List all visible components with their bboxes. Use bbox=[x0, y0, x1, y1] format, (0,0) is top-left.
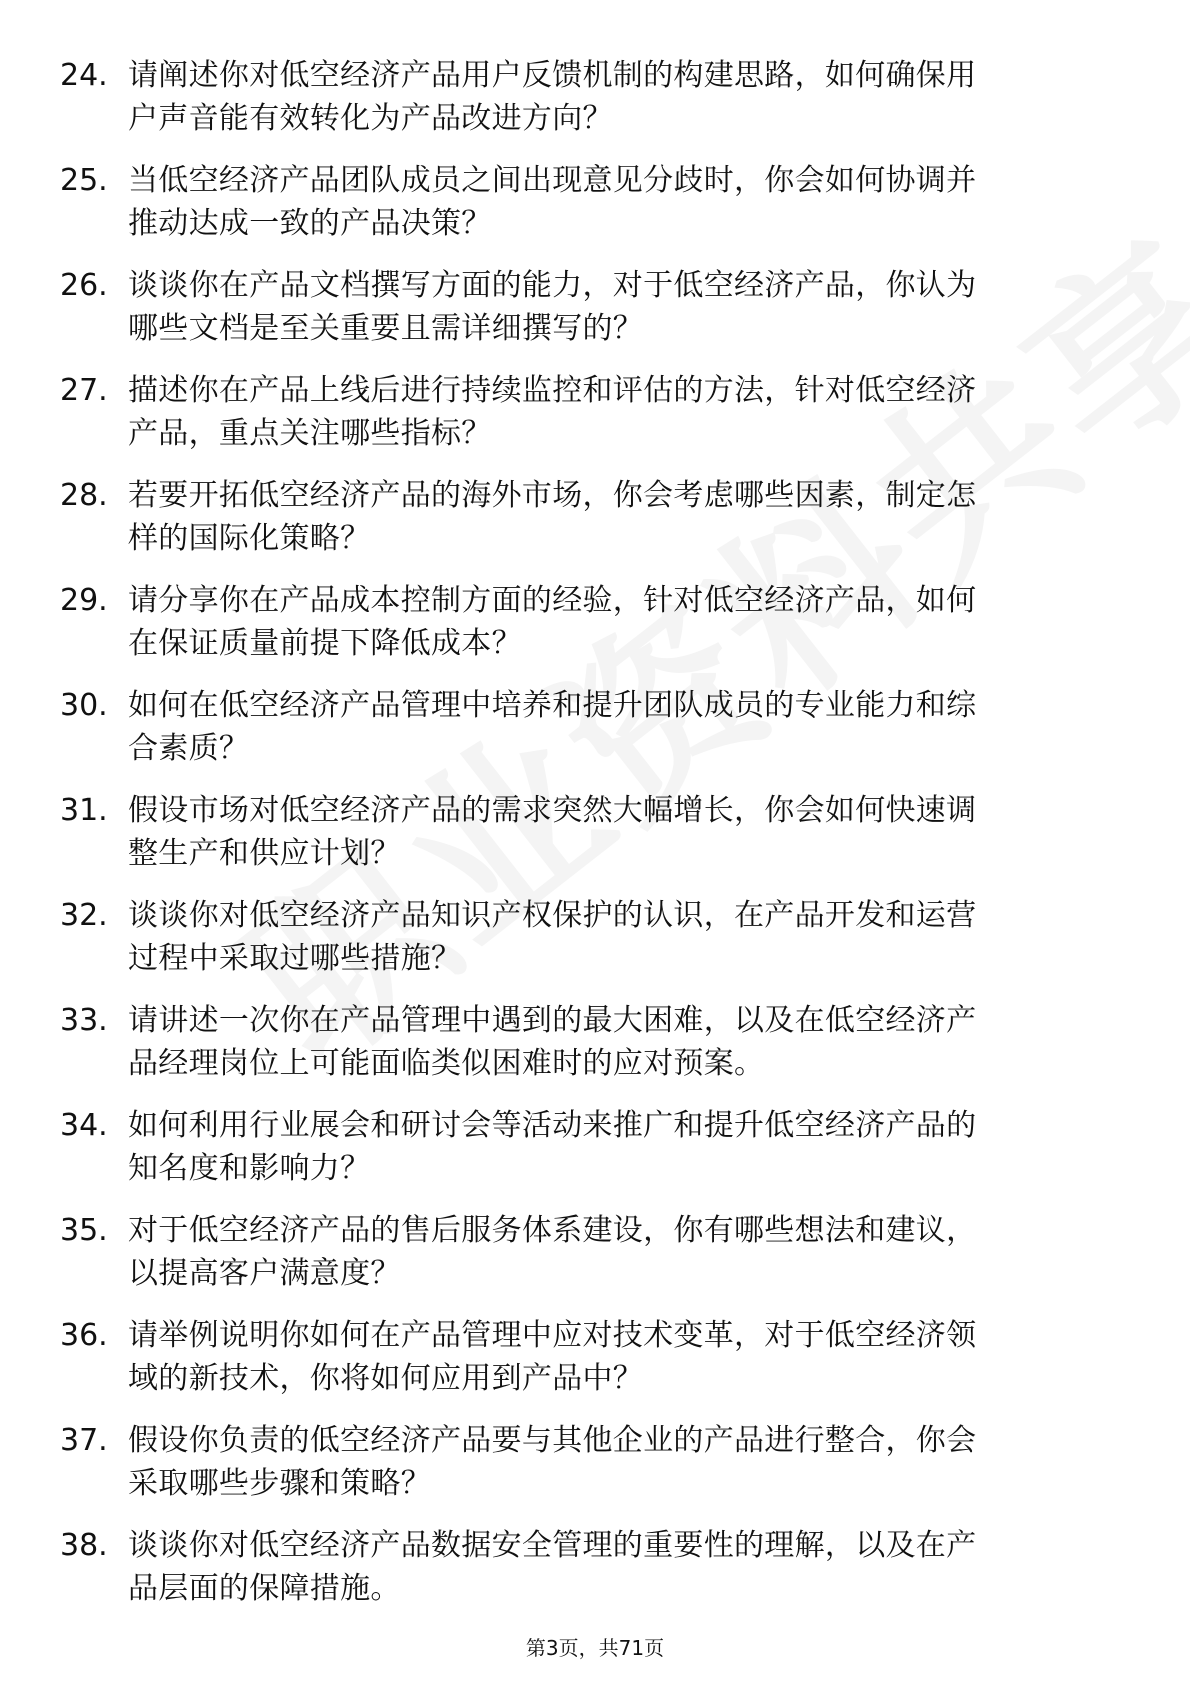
question-item bbox=[0, 789, 1190, 875]
page-number: 第3页，共71页 bbox=[525, 1636, 665, 1660]
question-number: 34. bbox=[60, 1108, 108, 1143]
question-text: 如何利用行业展会和研讨会等活动来推广和提升低空经济产品的 知名度和影响力？ bbox=[128, 1108, 977, 1186]
question-item bbox=[0, 1314, 1190, 1400]
question-item bbox=[0, 894, 1190, 980]
question-text: 假设你负责的低空经济产品要与其他企业的产品进行整合，你会 采取哪些步骤和策略？ bbox=[128, 1423, 977, 1501]
question-text: 对于低空经济产品的售后服务体系建设，你有哪些想法和建议， 以提高客户满意度？ bbox=[128, 1213, 977, 1291]
question-text: 谈谈你对低空经济产品知识产权保护的认识，在产品开发和运营 过程中采取过哪些措施？ bbox=[128, 898, 977, 976]
question-number: 24. bbox=[60, 58, 108, 93]
question-number: 30. bbox=[60, 688, 108, 723]
question-text: 描述你在产品上线后进行持续监控和评估的方法，针对低空经济 产品，重点关注哪些指标？ bbox=[128, 373, 977, 451]
question-number: 32. bbox=[60, 898, 108, 933]
question-number: 25. bbox=[60, 163, 108, 198]
question-text: 谈谈你在产品文档撰写方面的能力，对于低空经济产品，你认为 哪些文档是至关重要且需详细撰写的？ bbox=[128, 268, 977, 346]
question-number: 27. bbox=[60, 373, 108, 408]
question-text: 请阐述你对低空经济产品用户反馈机制的构建思路，如何确保用 户声音能有效转化为产品改进方向？ bbox=[128, 58, 977, 136]
question-text: 若要开拓低空经济产品的海外市场，你会考虑哪些因素，制定怎 样的国际化策略？ bbox=[128, 478, 977, 556]
question-number: 35. bbox=[60, 1213, 108, 1248]
question-item bbox=[0, 1104, 1190, 1190]
question-number: 28. bbox=[60, 478, 108, 513]
question-item bbox=[0, 999, 1190, 1085]
question-item bbox=[0, 579, 1190, 665]
question-text: 假设市场对低空经济产品的需求突然大幅增长，你会如何快速调 整生产和供应计划？ bbox=[128, 793, 977, 871]
question-text: 请分享你在产品成本控制方面的经验，针对低空经济产品，如何 在保证质量前提下降低成本？ bbox=[128, 583, 977, 661]
question-text: 请讲述一次你在产品管理中遇到的最大困难，以及在低空经济产 品经理岗位上可能面临类似困难时的应对预案。 bbox=[128, 1003, 977, 1081]
page-footer bbox=[0, 1635, 1190, 1661]
question-text: 当低空经济产品团队成员之间出现意见分歧时，你会如何协调并 推动达成一致的产品决策？ bbox=[128, 163, 977, 241]
question-number: 29. bbox=[60, 583, 108, 618]
question-number: 31. bbox=[60, 793, 108, 828]
question-number: 33. bbox=[60, 1003, 108, 1038]
question-item bbox=[0, 1209, 1190, 1295]
question-text: 请举例说明你如何在产品管理中应对技术变革，对于低空经济领 域的新技术，你将如何应用到产品中？ bbox=[128, 1318, 977, 1396]
question-text: 如何在低空经济产品管理中培养和提升团队成员的专业能力和综 合素质？ bbox=[128, 688, 977, 766]
question-item bbox=[0, 474, 1190, 560]
question-item bbox=[0, 684, 1190, 770]
question-item bbox=[0, 264, 1190, 350]
question-list bbox=[0, 54, 1190, 1629]
question-item bbox=[0, 1524, 1190, 1610]
question-item bbox=[0, 159, 1190, 245]
question-number: 26. bbox=[60, 268, 108, 303]
question-number: 38. bbox=[60, 1528, 108, 1563]
question-item bbox=[0, 1419, 1190, 1505]
question-item bbox=[0, 369, 1190, 455]
question-item bbox=[0, 54, 1190, 140]
question-number: 36. bbox=[60, 1318, 108, 1353]
question-text: 谈谈你对低空经济产品数据安全管理的重要性的理解，以及在产 品层面的保障措施。 bbox=[128, 1528, 977, 1606]
question-number: 37. bbox=[60, 1423, 108, 1458]
